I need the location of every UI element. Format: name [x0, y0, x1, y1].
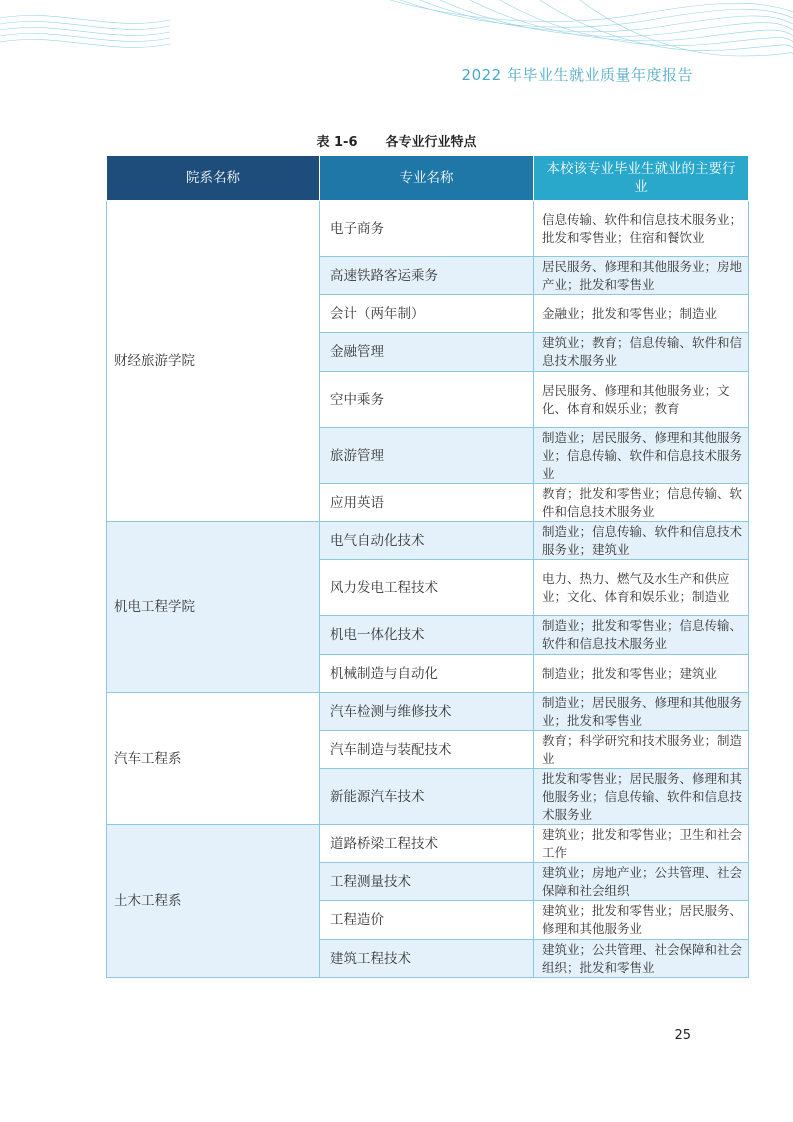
industry-cell: 建筑业；教育；信息传输、软件和信息技术服务业 — [534, 333, 749, 372]
major-cell: 空中乘务 — [320, 372, 534, 428]
major-cell: 新能源汽车技术 — [320, 769, 534, 825]
industry-cell: 电力、热力、燃气及水生产和供应业；文化、体育和娱乐业；制造业 — [534, 560, 749, 616]
industry-cell: 居民服务、修理和其他服务业；房地产业；批发和零售业 — [534, 257, 749, 295]
industry-cell: 制造业；居民服务、修理和其他服务业；批发和零售业 — [534, 693, 749, 731]
industry-cell: 制造业；居民服务、修理和其他服务业；信息传输、软件和信息技术服务业 — [534, 428, 749, 484]
major-cell: 机电一体化技术 — [320, 616, 534, 655]
industry-table — [106, 155, 749, 978]
college-cell: 机电工程学院 — [107, 522, 320, 693]
industry-cell: 制造业；信息传输、软件和信息技术服务业；建筑业 — [534, 522, 749, 560]
major-cell: 工程造价 — [320, 901, 534, 940]
table-number: 表 1-6 — [316, 135, 358, 150]
header-wave-decoration — [0, 0, 793, 110]
table-header-row — [107, 156, 749, 201]
table-title: 各专业行业特点 — [385, 135, 477, 150]
industry-cell: 建筑业；批发和零售业；卫生和社会工作 — [534, 825, 749, 863]
industry-cell: 金融业；批发和零售业；制造业 — [534, 295, 749, 333]
major-cell: 工程测量技术 — [320, 863, 534, 901]
table-row — [107, 825, 749, 863]
college-cell: 汽车工程系 — [107, 693, 320, 825]
industry-cell: 教育；科学研究和技术服务业；制造业 — [534, 731, 749, 769]
header-major: 专业名称 — [320, 156, 534, 201]
major-cell: 应用英语 — [320, 484, 534, 522]
college-cell: 财经旅游学院 — [107, 201, 320, 522]
major-cell: 高速铁路客运乘务 — [320, 257, 534, 295]
major-cell: 汽车检测与维修技术 — [320, 693, 534, 731]
major-cell: 会计（两年制） — [320, 295, 534, 333]
table-row — [107, 693, 749, 731]
page-number: 25 — [674, 1028, 691, 1043]
industry-cell: 批发和零售业；居民服务、修理和其他服务业；信息传输、软件和信息技术服务业 — [534, 769, 749, 825]
major-cell: 金融管理 — [320, 333, 534, 372]
major-cell: 建筑工程技术 — [320, 940, 534, 978]
table-caption — [0, 131, 793, 150]
major-cell: 电气自动化技术 — [320, 522, 534, 560]
header-industries: 本校该专业毕业生就业的主要行业 — [534, 156, 749, 201]
college-cell: 土木工程系 — [107, 825, 320, 978]
table-row — [107, 522, 749, 560]
industry-cell: 居民服务、修理和其他服务业；文化、体育和娱乐业；教育 — [534, 372, 749, 428]
industry-cell: 建筑业；公共管理、社会保障和社会组织；批发和零售业 — [534, 940, 749, 978]
report-title: 2022 年毕业生就业质量年度报告 — [461, 66, 693, 84]
header-college: 院系名称 — [107, 156, 320, 201]
table-row — [107, 201, 749, 257]
industry-cell: 制造业；批发和零售业；信息传输、软件和信息技术服务业 — [534, 616, 749, 655]
major-cell: 机械制造与自动化 — [320, 655, 534, 693]
industry-cell: 建筑业；房地产业；公共管理、社会保障和社会组织 — [534, 863, 749, 901]
industry-cell: 建筑业；批发和零售业；居民服务、修理和其他服务业 — [534, 901, 749, 940]
major-cell: 电子商务 — [320, 201, 534, 257]
industry-cell: 信息传输、软件和信息技术服务业；批发和零售业；住宿和餐饮业 — [534, 201, 749, 257]
major-cell: 旅游管理 — [320, 428, 534, 484]
major-cell: 汽车制造与装配技术 — [320, 731, 534, 769]
major-cell: 道路桥梁工程技术 — [320, 825, 534, 863]
major-cell: 风力发电工程技术 — [320, 560, 534, 616]
industry-cell: 制造业；批发和零售业；建筑业 — [534, 655, 749, 693]
industry-cell: 教育；批发和零售业；信息传输、软件和信息技术服务业 — [534, 484, 749, 522]
